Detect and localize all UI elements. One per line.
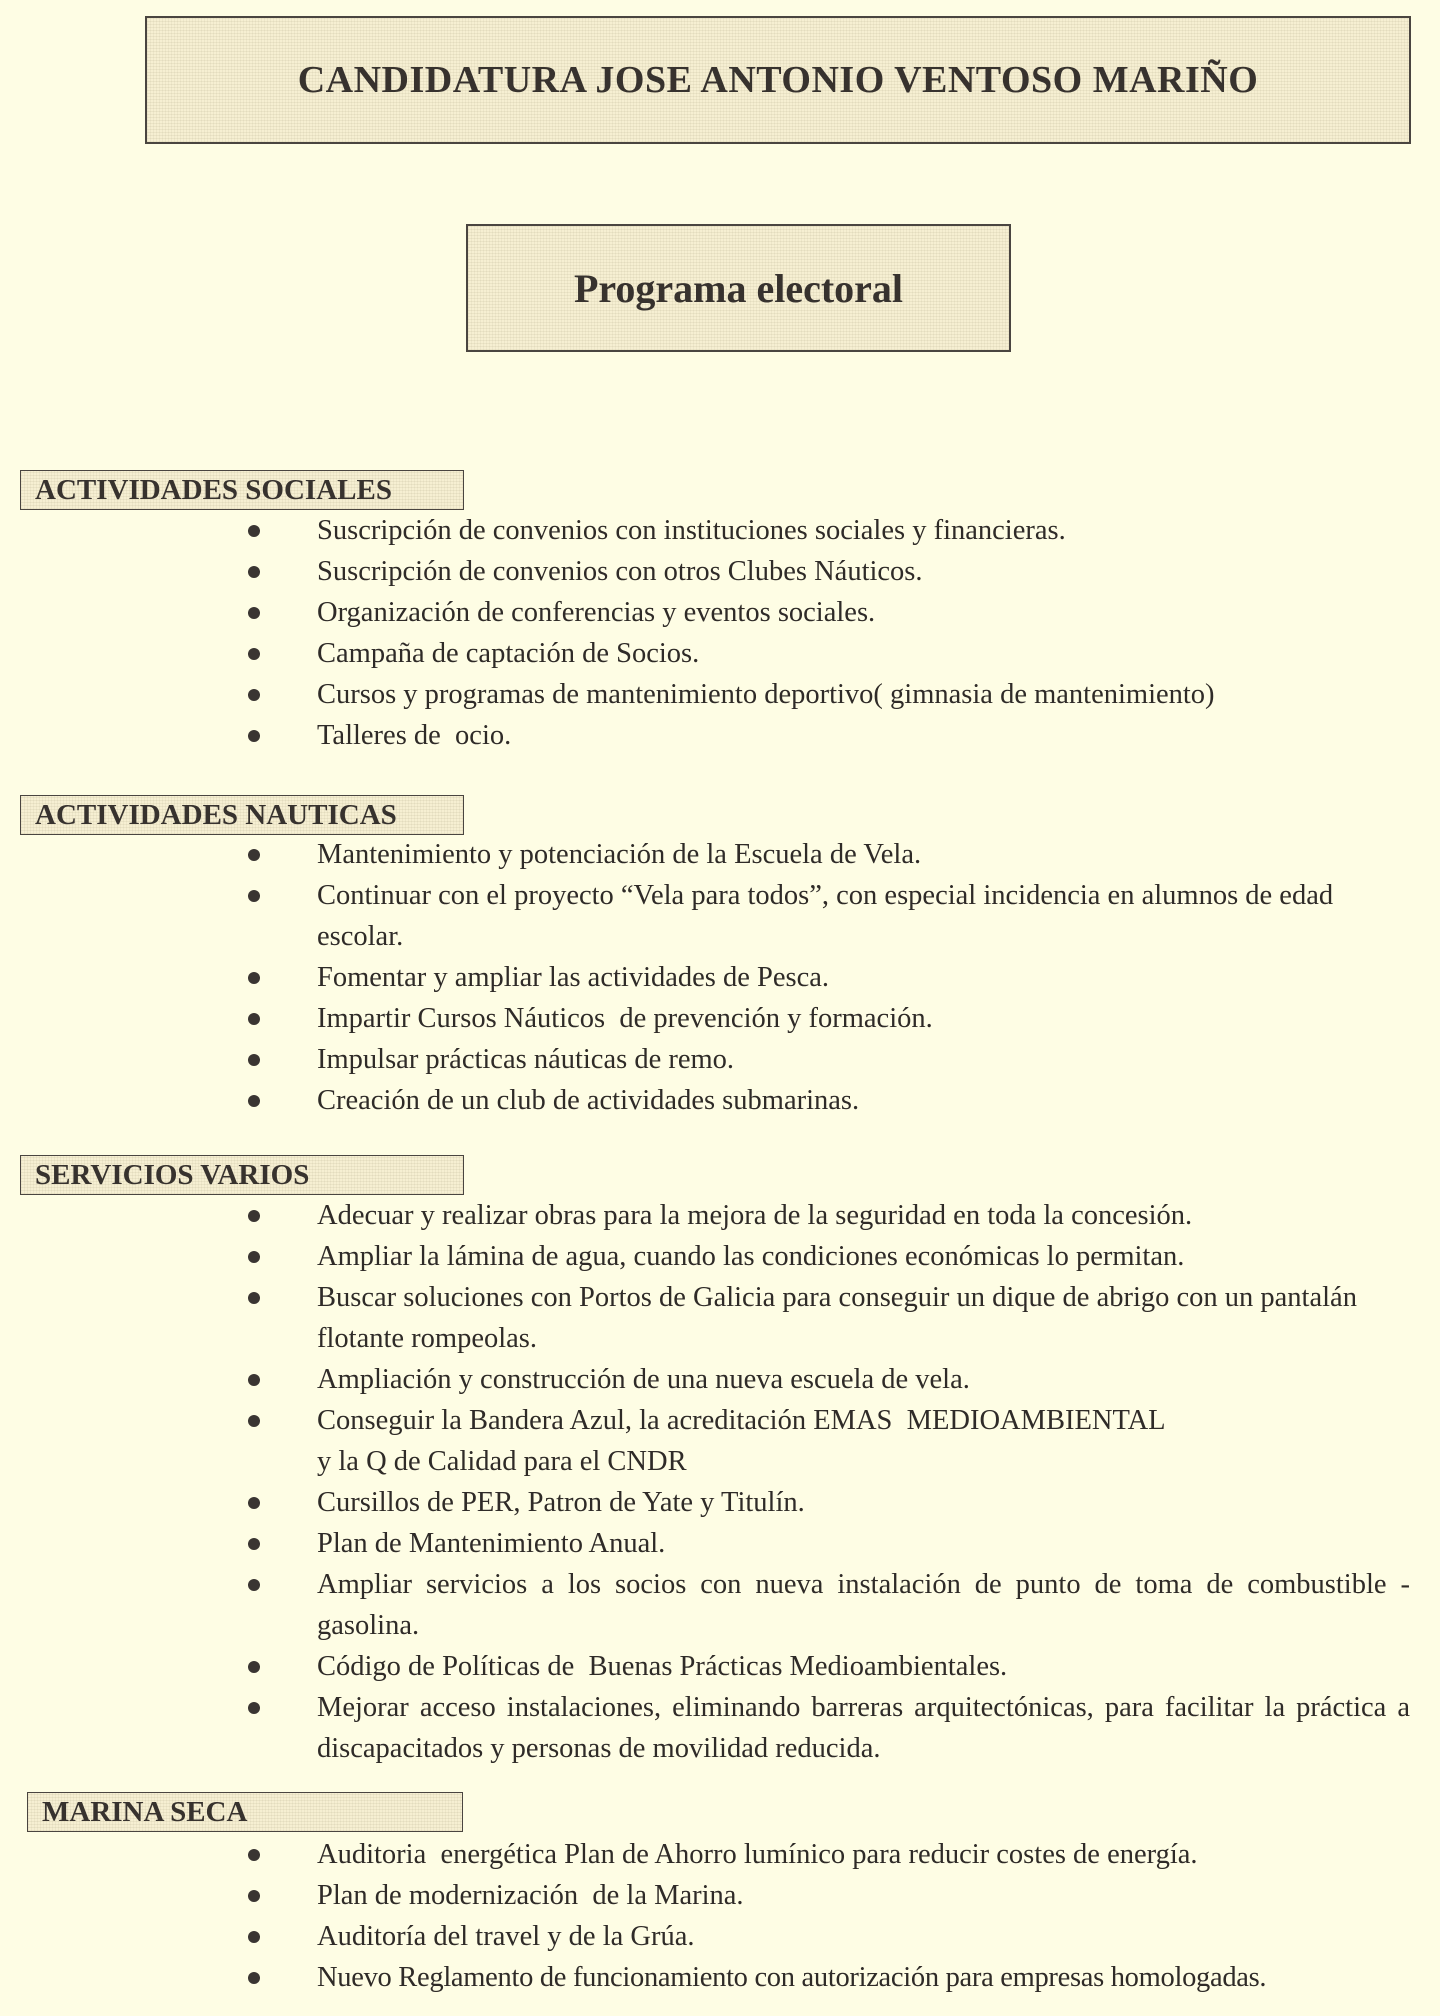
list-item: Continuar con el proyecto “Vela para todos”, con especial incidencia en alumnos de edad escolar.: [0, 875, 1440, 957]
bullet-icon: [248, 972, 260, 984]
list-item: Ampliar servicios a los socios con nueva instalación de punto de toma de combustible - gasolina.: [0, 1564, 1440, 1646]
bullet-icon: [248, 1054, 260, 1066]
title-box: [145, 16, 1411, 144]
list-item: Nuevo Reglamento de funcionamiento con autorización para empresas homologadas.: [0, 1957, 1440, 1998]
bullet-icon: [248, 1702, 260, 1714]
list-item: Suscripción de convenios con instituciones sociales y financieras.: [0, 510, 1440, 551]
bullet-icon: [248, 566, 260, 578]
list-actividades-sociales: [0, 510, 1440, 756]
list-item: Auditoria energética Plan de Ahorro lumínico para reducir costes de energía.: [0, 1834, 1440, 1875]
list-item: Ampliación y construcción de una nueva escuela de vela.: [0, 1359, 1440, 1400]
bullet-icon: [248, 1210, 260, 1222]
bullet-icon: [248, 1415, 260, 1427]
bullet-icon: [248, 1292, 260, 1304]
section-heading-servicios-varios: [20, 1155, 464, 1195]
bullet-icon: [248, 1497, 260, 1509]
document-title: CANDIDATURA JOSE ANTONIO VENTOSO MARIÑO: [297, 59, 1259, 101]
subtitle-box: [466, 224, 1011, 352]
bullet-icon: [248, 730, 260, 742]
section-heading-actividades-nauticas: [20, 795, 464, 835]
bullet-icon: [248, 1374, 260, 1386]
list-item: Ampliar la lámina de agua, cuando las condiciones económicas lo permitan.: [0, 1236, 1440, 1277]
list-item: Mejorar acceso instalaciones, eliminando barreras arquitectónicas, para facilitar la práctica a discapacitados y personas de movilidad reducida.: [0, 1687, 1440, 1769]
list-item: Auditoría del travel y de la Grúa.: [0, 1916, 1440, 1957]
bullet-icon: [248, 1972, 260, 1984]
list-marina-seca: [0, 1834, 1440, 1998]
bullet-icon: [248, 525, 260, 537]
list-item: Creación de un club de actividades submarinas.: [0, 1080, 1440, 1121]
list-actividades-nauticas: [0, 834, 1440, 1121]
list-item: Impulsar prácticas náuticas de remo.: [0, 1039, 1440, 1080]
bullet-icon: [248, 1849, 260, 1861]
document-subtitle: Programa electoral: [573, 265, 904, 311]
section-heading-text: ACTIVIDADES NAUTICAS: [35, 798, 397, 831]
list-item: Adecuar y realizar obras para la mejora de la seguridad en toda la concesión.: [0, 1195, 1440, 1236]
section-heading-text: ACTIVIDADES SOCIALES: [35, 473, 392, 506]
list-item: Plan de modernización de la Marina.: [0, 1875, 1440, 1916]
bullet-icon: [248, 1931, 260, 1943]
list-item: Talleres de ocio.: [0, 715, 1440, 756]
list-item: Campaña de captación de Socios.: [0, 633, 1440, 674]
bullet-icon: [248, 689, 260, 701]
bullet-icon: [248, 607, 260, 619]
list-item: Impartir Cursos Náuticos de prevención y formación.: [0, 998, 1440, 1039]
list-servicios-varios: [0, 1195, 1440, 1769]
list-item: Suscripción de convenios con otros Clubes Náuticos.: [0, 551, 1440, 592]
bullet-icon: [248, 1661, 260, 1673]
list-item: Cursos y programas de mantenimiento deportivo( gimnasia de mantenimiento): [0, 674, 1440, 715]
bullet-icon: [248, 1095, 260, 1107]
bullet-icon: [248, 849, 260, 861]
list-item: Fomentar y ampliar las actividades de Pesca.: [0, 957, 1440, 998]
list-item: Buscar soluciones con Portos de Galicia para conseguir un dique de abrigo con un pantalán flotante rompeolas.: [0, 1277, 1440, 1359]
bullet-icon: [248, 1013, 260, 1025]
section-heading-text: MARINA SECA: [42, 1795, 248, 1828]
bullet-icon: [248, 1579, 260, 1591]
section-heading-text: SERVICIOS VARIOS: [35, 1158, 310, 1191]
bullet-icon: [248, 1538, 260, 1550]
section-heading-actividades-sociales: [20, 470, 464, 510]
list-item-continuation: y la Q de Calidad para el CNDR: [317, 1446, 687, 1477]
bullet-icon: [248, 890, 260, 902]
list-item: Mantenimiento y potenciación de la Escuela de Vela.: [0, 834, 1440, 875]
bullet-icon: [248, 1251, 260, 1263]
list-item: Código de Políticas de Buenas Prácticas Medioambientales.: [0, 1646, 1440, 1687]
list-item: Cursillos de PER, Patron de Yate y Titulín.: [0, 1482, 1440, 1523]
list-item: Plan de Mantenimiento Anual.: [0, 1523, 1440, 1564]
list-item: Conseguir la Bandera Azul, la acreditación EMAS MEDIOAMBIENTAL y la Q de Calidad para el CNDR: [0, 1400, 1440, 1482]
bullet-icon: [248, 1890, 260, 1902]
section-heading-marina-seca: [27, 1792, 463, 1832]
bullet-icon: [248, 648, 260, 660]
list-item: Organización de conferencias y eventos sociales.: [0, 592, 1440, 633]
